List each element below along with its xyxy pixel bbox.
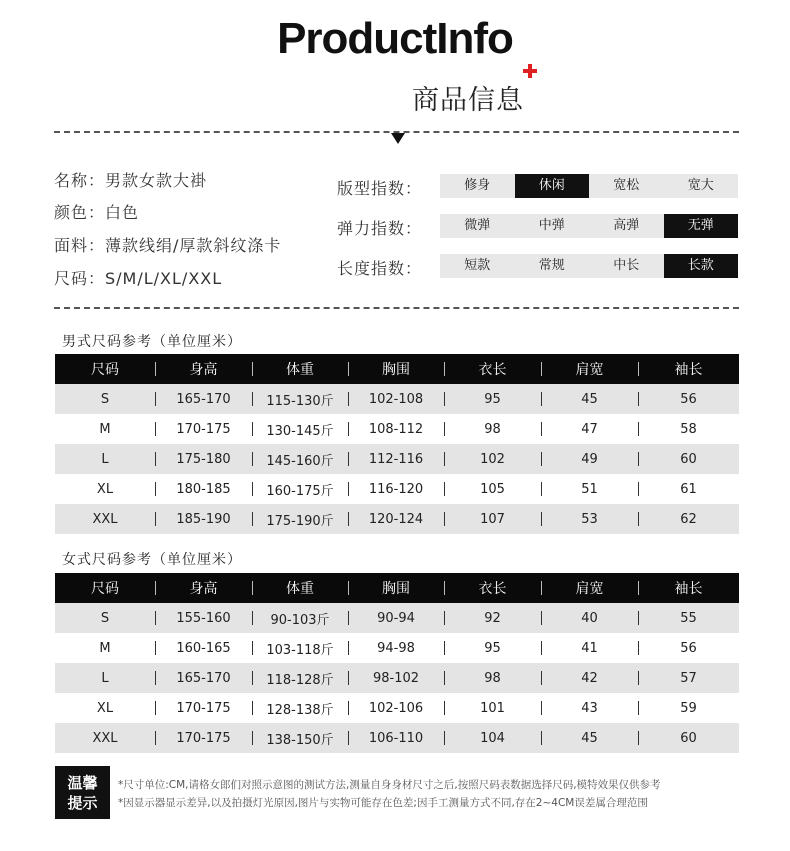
table-cell: 94-98 <box>348 641 444 656</box>
table-cell: 175-190斤 <box>252 510 348 529</box>
triangle-down-icon <box>391 133 405 144</box>
table-cell: M <box>99 421 111 437</box>
table-cell: 108-112 <box>348 422 444 437</box>
column-header: 袖长 <box>638 359 739 379</box>
table-cell: 175-180 <box>155 452 252 467</box>
table-cell: 165-170 <box>155 671 252 686</box>
column-header: 体重 <box>252 359 348 379</box>
page-title-en: ProductInfo <box>277 14 513 63</box>
column-header: 身高 <box>155 578 252 598</box>
column-header: 尺码 <box>91 362 119 378</box>
column-header: 衣长 <box>444 359 541 379</box>
product-name: 名称：男款女款大褂 <box>54 171 208 190</box>
table-cell: 160-175斤 <box>252 480 348 499</box>
women-table-title: 女式尺码参考（单位厘米） <box>62 552 242 568</box>
table-cell: 107 <box>444 512 541 527</box>
column-header: 衣长 <box>444 578 541 598</box>
table-cell: 57 <box>638 671 739 686</box>
table-cell: 165-170 <box>155 392 252 407</box>
table-cell: 90-103斤 <box>252 609 348 628</box>
stretch-option: 中弹 <box>538 218 565 233</box>
table-cell: 98 <box>444 422 541 437</box>
table-cell: 56 <box>638 641 739 656</box>
product-size: 尺码：S/M/L/XL/XXL <box>54 269 223 288</box>
table-cell: 130-145斤 <box>252 420 348 439</box>
table-cell: S <box>100 391 110 407</box>
table-row <box>55 474 739 504</box>
table-cell: 170-175 <box>155 701 252 716</box>
women-size-table <box>55 573 739 753</box>
fit-option: 修身 <box>464 178 491 193</box>
table-cell: 155-160 <box>155 611 252 626</box>
table-row <box>55 504 739 534</box>
table-header <box>55 573 739 603</box>
table-cell: 95 <box>444 392 541 407</box>
table-cell: 49 <box>541 452 638 467</box>
column-header: 尺码 <box>91 581 119 597</box>
table-cell: 102-108 <box>348 392 444 407</box>
column-header: 体重 <box>252 578 348 598</box>
table-cell: 103-118斤 <box>252 639 348 658</box>
table-row <box>55 633 739 663</box>
table-cell: 180-185 <box>155 482 252 497</box>
length-option: 常规 <box>538 258 565 273</box>
table-cell: 102 <box>444 452 541 467</box>
table-cell: 138-150斤 <box>252 729 348 748</box>
table-cell: 95 <box>444 641 541 656</box>
fit-option: 宽大 <box>687 178 714 193</box>
stretch-option: 无弹 <box>664 214 739 238</box>
table-header <box>55 354 739 384</box>
table-cell: 45 <box>541 392 638 407</box>
table-cell: 59 <box>638 701 739 716</box>
fit-option: 宽松 <box>613 178 640 193</box>
table-cell: 104 <box>444 731 541 746</box>
table-cell: 101 <box>444 701 541 716</box>
table-cell: 47 <box>541 422 638 437</box>
notice-line-2: *因显示器显示差异,以及拍摄灯光原因,图片与实物可能存在色差;因手工测量方式不同,存在2~4CM误差属合理范围 <box>118 797 648 809</box>
notice-line-1: *尺寸单位:CM,请格女郎们对照示意图的测试方法,测量自身身材尺寸之后,按照尺码表数据选择尺码,模特效果仅供参考 <box>118 779 661 791</box>
length-option: 中长 <box>613 258 640 273</box>
length-index-scale <box>440 254 738 278</box>
column-header: 身高 <box>155 359 252 379</box>
dashed-divider-mid <box>54 307 739 309</box>
stretch-option: 高弹 <box>613 218 640 233</box>
table-cell: 170-175 <box>155 422 252 437</box>
page-title-cn: 商品信息 <box>412 85 524 116</box>
column-header: 袖长 <box>638 578 739 598</box>
product-color: 颜色：白色 <box>54 203 140 222</box>
table-cell: 45 <box>541 731 638 746</box>
table-cell: 98 <box>444 671 541 686</box>
product-fabric: 面料：薄款线绢/厚款斜纹涤卡 <box>54 236 282 255</box>
table-cell: 120-124 <box>348 512 444 527</box>
fit-index-scale <box>440 174 738 198</box>
fit-index-label: 版型指数： <box>337 179 423 198</box>
stretch-option: 微弹 <box>464 218 491 233</box>
length-option: 短款 <box>464 258 491 273</box>
table-cell: 42 <box>541 671 638 686</box>
table-cell: L <box>101 451 109 467</box>
column-header: 胸围 <box>348 578 444 598</box>
men-size-table <box>55 354 739 534</box>
table-cell: 43 <box>541 701 638 716</box>
length-option: 长款 <box>664 254 739 278</box>
table-cell: 90-94 <box>348 611 444 626</box>
table-cell: M <box>99 640 111 656</box>
stretch-index-scale <box>440 214 738 238</box>
table-cell: 92 <box>444 611 541 626</box>
table-cell: 145-160斤 <box>252 450 348 469</box>
table-cell: 55 <box>638 611 739 626</box>
table-cell: S <box>100 610 110 626</box>
table-row <box>55 663 739 693</box>
table-row <box>55 414 739 444</box>
table-cell: 115-130斤 <box>252 390 348 409</box>
red-plus-icon <box>521 62 539 80</box>
table-cell: 62 <box>638 512 739 527</box>
column-header: 肩宽 <box>541 578 638 598</box>
table-cell: XL <box>96 481 114 497</box>
table-cell: XL <box>96 700 114 716</box>
table-cell: 170-175 <box>155 731 252 746</box>
table-row <box>55 723 739 753</box>
table-cell: XXL <box>92 730 118 746</box>
table-row <box>55 693 739 723</box>
table-cell: 112-116 <box>348 452 444 467</box>
notice-badge <box>55 766 110 819</box>
table-cell: 118-128斤 <box>252 669 348 688</box>
table-cell: 40 <box>541 611 638 626</box>
table-cell: 102-106 <box>348 701 444 716</box>
stretch-index-label: 弹力指数： <box>337 219 423 238</box>
table-cell: 105 <box>444 482 541 497</box>
length-index-label: 长度指数： <box>337 259 423 278</box>
table-cell: 160-165 <box>155 641 252 656</box>
notice-badge-line1: 温馨 <box>67 773 98 792</box>
table-cell: 116-120 <box>348 482 444 497</box>
table-cell: 41 <box>541 641 638 656</box>
table-row <box>55 603 739 633</box>
table-cell: L <box>101 670 109 686</box>
fit-option: 休闲 <box>515 174 590 198</box>
table-cell: 58 <box>638 422 739 437</box>
table-cell: 53 <box>541 512 638 527</box>
table-cell: 60 <box>638 731 739 746</box>
table-cell: 128-138斤 <box>252 699 348 718</box>
table-cell: 51 <box>541 482 638 497</box>
table-cell: 56 <box>638 392 739 407</box>
men-table-title: 男式尺码参考（单位厘米） <box>62 334 242 350</box>
table-cell: XXL <box>92 511 118 527</box>
table-cell: 98-102 <box>348 671 444 686</box>
table-row <box>55 444 739 474</box>
table-cell: 61 <box>638 482 739 497</box>
table-cell: 60 <box>638 452 739 467</box>
table-cell: 106-110 <box>348 731 444 746</box>
column-header: 肩宽 <box>541 359 638 379</box>
table-row <box>55 384 739 414</box>
table-cell: 185-190 <box>155 512 252 527</box>
notice-badge-line2: 提示 <box>67 793 98 812</box>
column-header: 胸围 <box>348 359 444 379</box>
